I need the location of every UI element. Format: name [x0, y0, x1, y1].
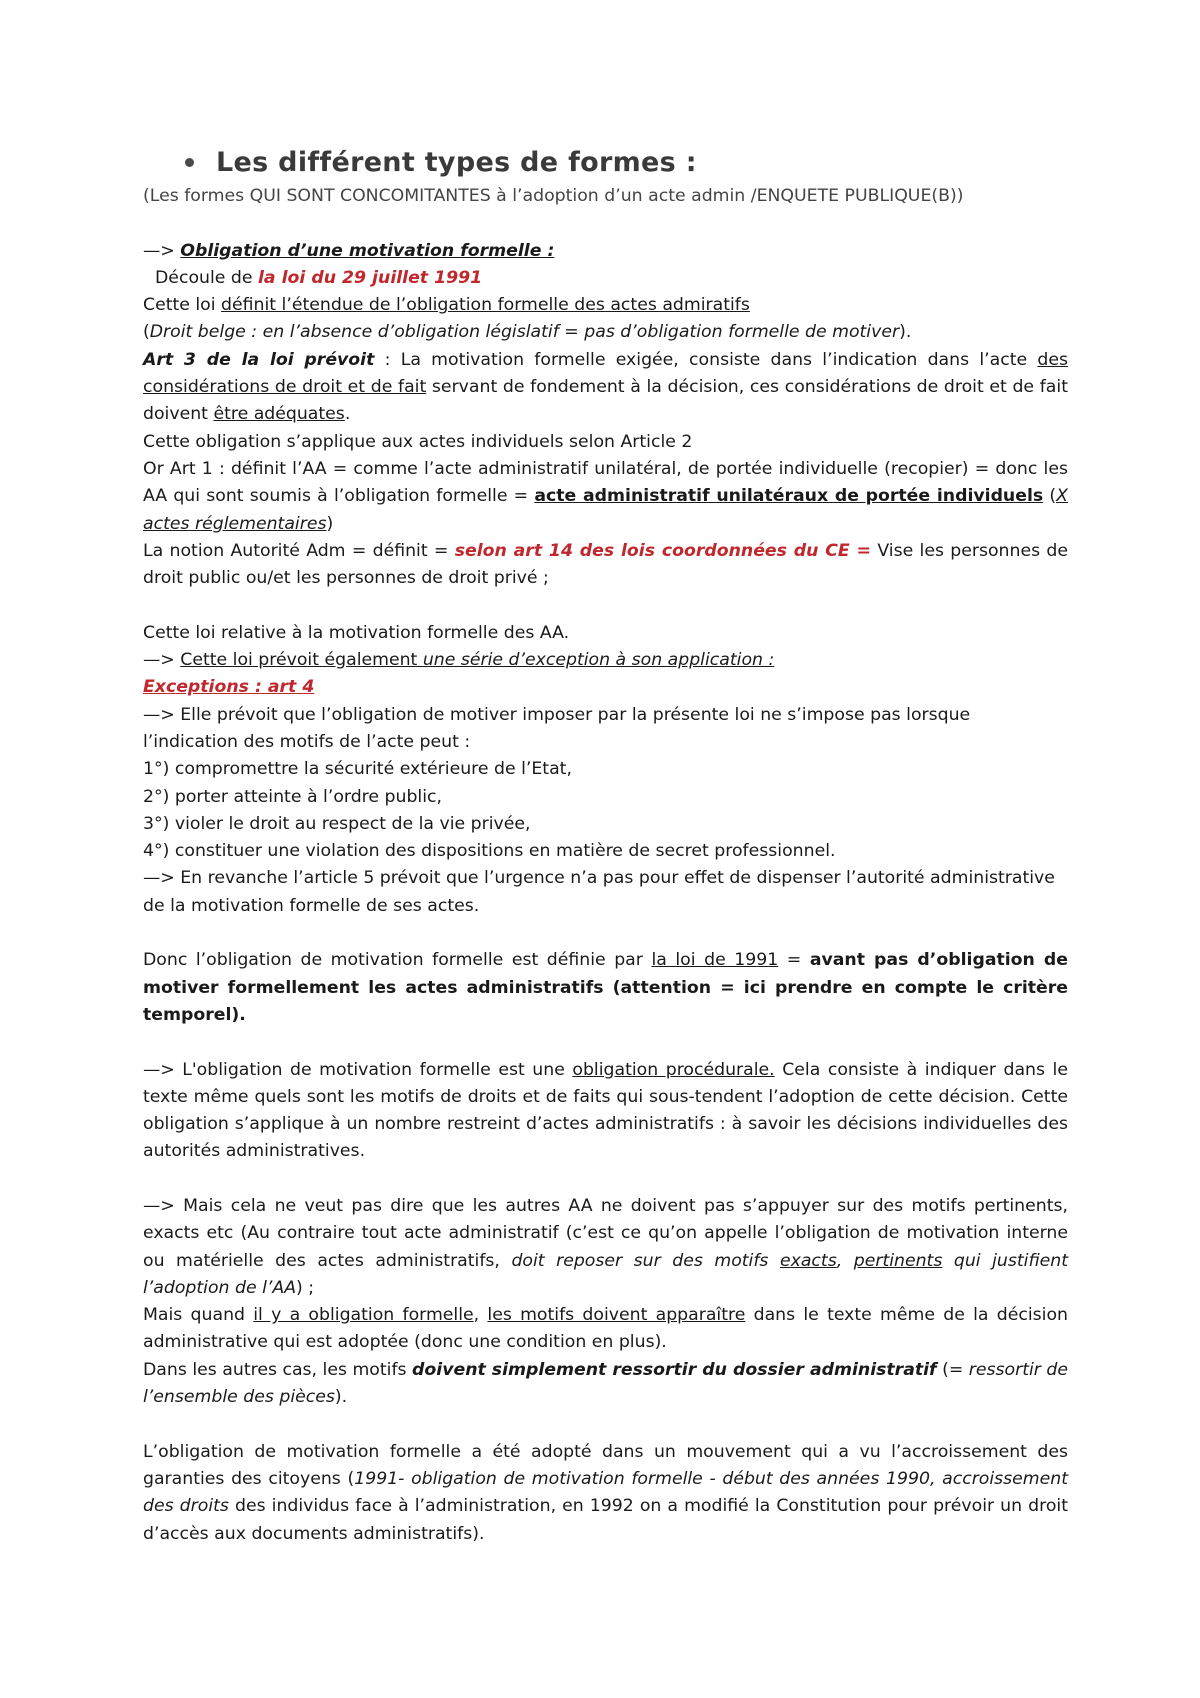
paragraph — [143, 647, 1068, 674]
bullet-icon — [185, 158, 194, 167]
text-run: Cette loi prévoit également — [180, 650, 423, 671]
text-run: qui justifient l’adoption de l’AA — [143, 1250, 1068, 1298]
paragraph — [143, 1439, 1068, 1548]
paragraph-spacer — [143, 592, 1068, 619]
text-run: Cette obligation s’applique aux actes individuels selon Article 2 — [143, 431, 693, 452]
section-heading — [185, 147, 697, 178]
paragraph — [143, 811, 1068, 838]
text-run: des considérations de droit et de fait — [143, 349, 1068, 398]
text-run: dans le texte même de la décision administrative qui est adoptée (donc une condition en plus). — [143, 1305, 1068, 1353]
text-run: définit l’étendue de l’obligation formelle des actes admiratifs — [221, 295, 750, 316]
text-run: ( — [936, 1359, 949, 1380]
text-run: avant pas d’obligation de motiver formellement les actes administratifs (attention = ici prendre en compte le critère temporel). — [143, 950, 1068, 1025]
paragraph-spacer — [143, 920, 1068, 947]
text-run: = ressortir de l’ensemble des pièces — [143, 1359, 1069, 1408]
text-run: ( — [1043, 486, 1057, 507]
paragraph-spacer — [143, 1411, 1068, 1438]
text-run: . — [344, 404, 351, 425]
text-run: obligation procédurale. — [572, 1059, 775, 1080]
text-run: —> — [143, 650, 181, 671]
text-run: Mais quand — [143, 1305, 254, 1326]
text-run: servant de fondement à la décision, ces considérations de droit et de fait doivent — [143, 377, 1068, 425]
text-run: pertinents — [853, 1250, 943, 1271]
paragraph — [143, 756, 1068, 783]
paragraph-spacer — [143, 1166, 1068, 1193]
text-run: ) ; — [296, 1277, 315, 1298]
paragraph — [143, 1302, 1068, 1357]
paragraph-spacer — [143, 210, 1068, 237]
text-run: —> L'obligation de motivation formelle est une — [143, 1059, 573, 1080]
paragraph — [143, 865, 1068, 920]
text-run: il y a obligation formelle — [253, 1305, 474, 1326]
paragraph — [143, 1193, 1068, 1302]
paragraph — [143, 292, 1068, 319]
text-run: La notion Autorité Adm = définit = — [143, 540, 455, 561]
paragraph-spacer — [143, 1029, 1068, 1056]
text-run: être adéquates — [213, 404, 345, 425]
text-run: Art 3 de la loi prévoit — [143, 349, 375, 370]
text-run: Exceptions : art 4 — [143, 677, 315, 698]
paragraph — [143, 319, 1068, 346]
text-run: Donc l’obligation de motivation formelle est définie par — [143, 950, 652, 971]
text-run: —> Elle prévoit que l’obligation de motiver imposer par la présente loi ne s’impose pas lorsque l’indication des motifs de l’acte peut : — [143, 704, 971, 752]
text-run: Droit belge : en l’absence d’obligation législatif = pas d’obligation formelle de motiver — [149, 322, 900, 343]
paragraph — [143, 620, 1068, 647]
paragraph — [143, 674, 1068, 701]
text-run: ). — [334, 1387, 348, 1408]
paragraph — [143, 838, 1068, 865]
text-run: —> En revanche l’article 5 prévoit que l’urgence n’a pas pour effet de dispenser l’autorité administrative de la motivation formelle de ses actes. — [143, 868, 1055, 916]
text-run: ) — [326, 513, 334, 534]
text-run: 2°) porter atteinte à l’ordre public, — [143, 786, 443, 807]
text-run: —> Mais cela ne veut pas dire que les autres AA ne doivent pas s’appuyer sur des motifs pertinents, exacts etc (Au contraire tout acte administratif (c’est ce qu’on appelle l’obligation de motivation interne ou matérielle des actes administratifs, — [143, 1195, 1068, 1271]
text-run: Découle de — [155, 267, 258, 288]
paragraph — [143, 238, 1068, 265]
text-run: une série d’exception à son application : — [422, 650, 775, 671]
text-run: , — [473, 1305, 488, 1326]
paragraph — [143, 784, 1068, 811]
text-run: la loi de 1991 — [651, 950, 779, 971]
text-run: L’obligation de motivation formelle a été adopté dans un mouvement qui a vu l’accroissement des garanties des citoyens ( — [143, 1441, 1068, 1489]
text-run: 4°) constituer une violation des dispositions en matière de secret professionnel. — [143, 841, 836, 862]
text-run: Or Art 1 : définit l’AA = comme l’acte administratif unilatéral, de portée individuelle (recopier) = donc les AA qui sont soumis à l’obligation formelle = — [143, 458, 1068, 507]
text-run: la loi du 29 juillet 1991 — [258, 267, 483, 288]
text-run: 1991- obligation de motivation formelle - début des années 1990, accroissement des droits — [143, 1468, 1069, 1517]
paragraph — [143, 538, 1068, 593]
text-run: 3°) violer le droit au respect de la vie privée, — [143, 813, 531, 834]
text-run: Cela consiste à indiquer dans le texte même quels sont les motifs de droits et de faits qui sous-tendent l’adoption de cette décision. Cette obligation s’applique à un nombre restreint d’actes administratifs : à savoir les décisions individuelles des autorités administratives. — [143, 1059, 1068, 1162]
text-run: X actes réglementaires — [143, 486, 1068, 534]
text-run: Dans les autres cas, les motifs — [143, 1359, 413, 1380]
text-run: , — [836, 1250, 854, 1271]
paragraph — [143, 347, 1068, 429]
paragraph — [143, 1057, 1068, 1166]
section-title: Les différent types de formes : — [216, 147, 697, 178]
text-run: = — [778, 950, 810, 971]
text-run: exacts — [779, 1250, 837, 1271]
text-run: (Les formes QUI SONT CONCOMITANTES à l’adoption d’un acte admin /ENQUETE PUBLIQUE(B)) — [143, 186, 964, 206]
text-run: Vise les personnes de droit public ou/et les personnes de droit privé ; — [143, 540, 1069, 589]
text-run: Obligation d’une motivation formelle : — [180, 240, 555, 261]
paragraph — [143, 1357, 1068, 1412]
text-run: Cette loi relative à la motivation formelle des AA. — [143, 622, 570, 643]
text-run: —> — [143, 240, 181, 261]
text-run: ( — [143, 322, 150, 343]
paragraph — [143, 702, 1068, 757]
paragraph — [143, 947, 1068, 1029]
text-run: : La motivation formelle exigée, consiste dans l’indication dans l’acte — [374, 349, 1038, 370]
paragraph — [143, 183, 1068, 210]
text-run: 1°) compromettre la sécurité extérieure de l’Etat, — [143, 759, 572, 780]
text-run: acte administratif unilatéraux de portée individuels — [534, 486, 1044, 507]
text-run: selon art 14 des lois coordonnées du CE = — [454, 540, 872, 561]
text-run: doit reposer sur des motifs — [511, 1250, 780, 1271]
text-run: ). — [899, 322, 912, 343]
paragraph — [143, 456, 1068, 538]
document-body — [143, 183, 1068, 1548]
paragraph — [143, 265, 1068, 292]
text-run: les motifs doivent apparaître — [487, 1305, 746, 1326]
paragraph — [143, 429, 1068, 456]
text-run: des individus face à l’administration, en 1992 on a modifié la Constitution pour prévoir un droit d’accès aux documents administratifs). — [143, 1496, 1068, 1544]
text-run: doivent simplement ressortir du dossier administratif — [412, 1359, 937, 1380]
text-run: Cette loi — [143, 295, 222, 316]
